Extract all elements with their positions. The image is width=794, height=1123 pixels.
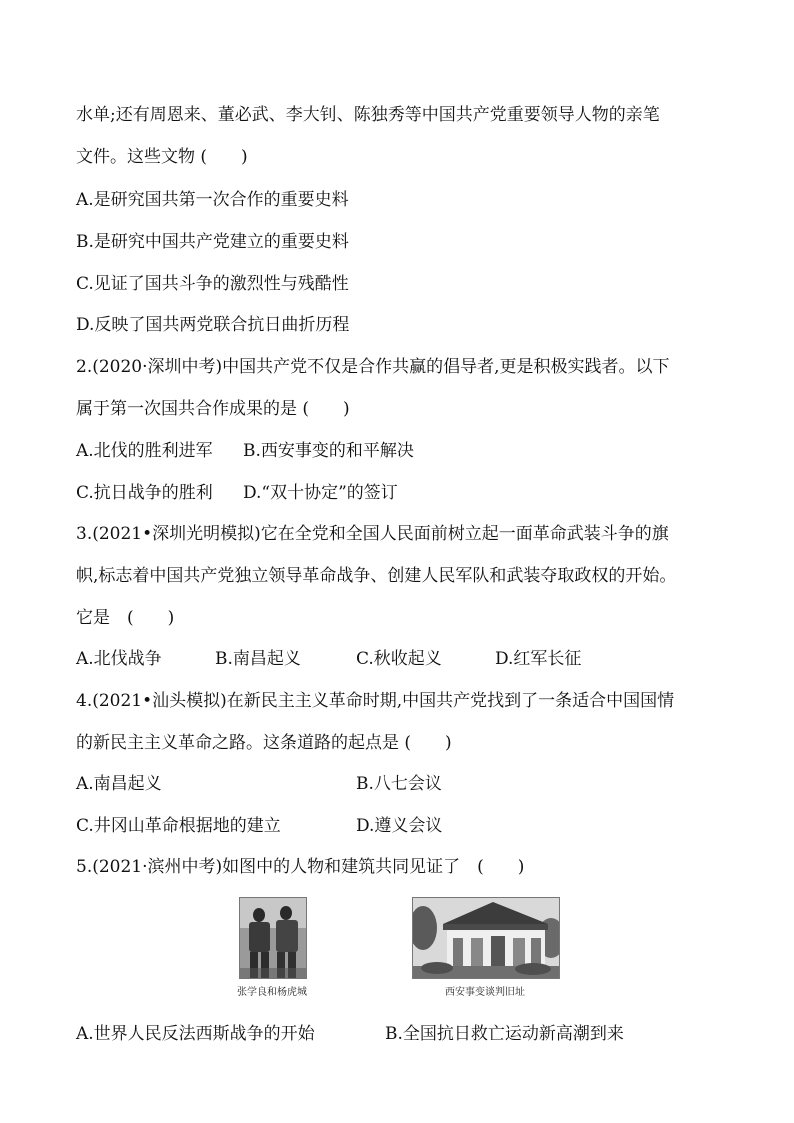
q2-stem-line1: 2.(2020·深圳中考)中国共产党不仅是合作共赢的倡导者,更是积极实践者。以下: [76, 357, 670, 377]
q2-stem-line2: 属于第一次国共合作成果的是 ( ): [76, 399, 350, 419]
q4-option-b: B.八七会议: [356, 774, 442, 794]
q5-stem-line1: 5.(2021·滨州中考)如图中的人物和建筑共同见证了 ( ): [76, 857, 525, 877]
q2-option-c: C.抗日战争的胜利: [76, 483, 213, 503]
q3-stem-line2: 帜,标志着中国共产党独立领导革命战争、创建人民军队和武装夺取政权的开始。: [76, 566, 677, 586]
q1-option-c: C.见证了国共斗争的激烈性与残酷性: [76, 274, 349, 294]
q4-stem-line1: 4.(2021•汕头模拟)在新民主主义革命时期,中国共产党找到了一条适合中国国情: [76, 691, 675, 711]
caption-photo-2: 西安事变谈判旧址: [445, 987, 525, 998]
photo-xian-building: [412, 897, 560, 979]
q3-stem-line1: 3.(2021•深圳光明模拟)它在全党和全国人民面前树立起一面革命武装斗争的旗: [76, 524, 669, 544]
q2-option-a: A.北伐的胜利进军: [76, 441, 213, 461]
q3-option-b: B.南昌起义: [215, 649, 301, 669]
q4-option-a: A.南昌起义: [76, 774, 162, 794]
q4-option-d: D.遵义会议: [356, 816, 443, 836]
q1-continuation-line1: 水单;还有周恩来、董必武、李大钊、陈独秀等中国共产党重要领导人物的亲笔: [76, 105, 660, 125]
q1-option-a: A.是研究国共第一次合作的重要史料: [76, 190, 349, 210]
q1-option-d: D.反映了国共两党联合抗日曲折历程: [76, 315, 350, 335]
portrait-photo-icon: [240, 898, 306, 978]
q3-stem-line3: 它是 ( ): [76, 608, 175, 628]
q2-option-b: B.西安事变的和平解决: [243, 441, 414, 461]
q1-continuation-line2: 文件。这些文物 ( ): [76, 147, 248, 167]
building-photo-icon: [413, 898, 559, 978]
caption-photo-1: 张学良和杨虎城: [237, 987, 307, 998]
q4-stem-line2: 的新民主主义革命之路。这条道路的起点是 ( ): [76, 733, 452, 753]
q1-option-b: B.是研究中国共产党建立的重要史料: [76, 232, 349, 252]
q5-option-a: A.世界人民反法西斯战争的开始: [76, 1024, 315, 1044]
q3-option-d: D.红军长征: [495, 649, 582, 669]
q3-option-c: C.秋收起义: [356, 649, 442, 669]
q2-option-d: D.“双十协定”的签订: [243, 483, 398, 503]
photo-zhang-yang: [239, 897, 307, 979]
q3-option-a: A.北伐战争: [76, 649, 162, 669]
q5-option-b: B.全国抗日救亡运动新高潮到来: [385, 1024, 624, 1044]
q4-option-c: C.井冈山革命根据地的建立: [76, 816, 281, 836]
